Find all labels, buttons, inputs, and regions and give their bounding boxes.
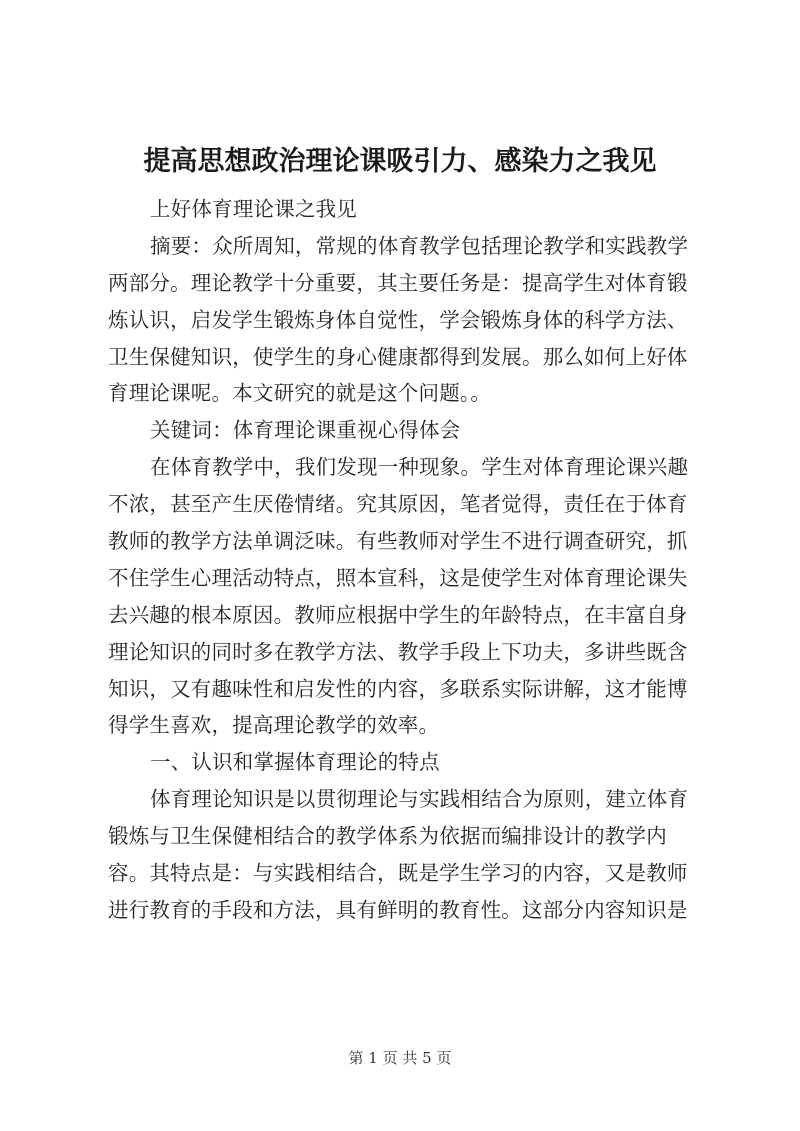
document-title: 提高思想政治理论课吸引力、感染力之我见 <box>143 146 657 177</box>
paragraph-line: 体育理论知识是以贯彻理论与实践相结合为原则，建立体育 <box>150 787 689 812</box>
keywords-line: 关键词：体育理论课重视心得体会 <box>150 418 461 443</box>
paragraph-line: 育理论课呢。本文研究的就是这个问题。。 <box>108 381 492 406</box>
paragraph-line: 知识，又有趣味性和启发性的内容，多联系实际讲解，这才能博 <box>108 676 688 701</box>
paragraph-line: 去兴趣的根本原因。教师应根据中学生的年龄特点，在丰富自身 <box>108 602 688 627</box>
paragraph-line: 卫生保健知识，使学生的身心健康都得到发展。那么如何上好体 <box>108 344 688 369</box>
paragraph-line: 容。其特点是：与实践相结合，既是学生学习的内容，又是教师 <box>108 861 688 886</box>
document-body <box>108 191 704 929</box>
paragraph-line: 理论知识的同时多在教学方法、教学手段上下功夫，多讲些既含 <box>108 639 688 664</box>
paragraph-line: 两部分。理论教学十分重要，其主要任务是：提高学生对体育锻 <box>108 270 688 295</box>
paragraph-line: 进行教育的手段和方法，具有鲜明的教育性。这部分内容知识是 <box>108 897 688 922</box>
paragraph-line: 不住学生心理活动特点，照本宣科，这是使学生对体育理论课失 <box>108 565 688 590</box>
section-heading: 一、认识和掌握体育理论的特点 <box>150 750 440 775</box>
paragraph-line: 摘要：众所周知，常规的体育教学包括理论教学和实践教学 <box>150 233 689 258</box>
paragraph-line: 在体育教学中，我们发现一种现象。学生对体育理论课兴趣 <box>150 455 689 480</box>
paragraph-line: 教师的教学方法单调泛味。有些教师对学生不进行调查研究，抓 <box>108 529 688 554</box>
paragraph-line: 得学生喜欢，提高理论教学的效率。 <box>108 713 440 738</box>
paragraph-line: 炼认识，启发学生锻炼身体自觉性，学会锻炼身体的科学方法、 <box>108 307 688 332</box>
paragraph-line: 不浓，甚至产生厌倦情绪。究其原因，笔者觉得，责任在于体育 <box>108 492 688 517</box>
page-footer: 第 1 页 共 5 页 <box>348 1049 452 1067</box>
paragraph-line: 锻炼与卫生保健相结合的教学体系为依据而编排设计的教学内 <box>108 824 667 849</box>
subtitle-line: 上好体育理论课之我见 <box>150 197 357 221</box>
